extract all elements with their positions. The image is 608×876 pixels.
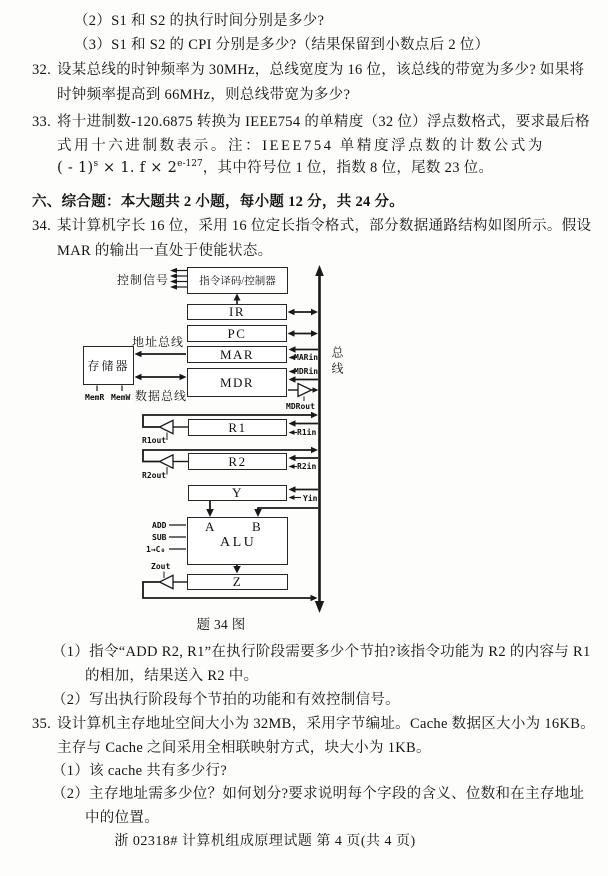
- q34-line1: 某计算机字长 16 位，采用 16 位定长指令格式，部分数据通路结构如图所示。假设: [57, 218, 592, 234]
- alu-input-a-label: A: [205, 519, 215, 534]
- q35-sub1: （1）该 cache 共有多少行?: [52, 763, 228, 779]
- q35-number: 35.: [32, 716, 52, 732]
- mdr-register-box: MDR: [187, 368, 287, 397]
- r2out-label: R2out: [142, 471, 167, 480]
- memory-box: 存储器: [83, 346, 134, 385]
- q34-number: 34.: [32, 218, 52, 234]
- memr-label: MemR: [85, 393, 105, 402]
- q35-sub2-line2: 中的位置。: [85, 810, 159, 826]
- q34-sub2: （2）写出执行阶段每个节拍的功能和有效控制信号。: [52, 692, 400, 708]
- q32-line2: 时钟频率提高到 66MHz，则总线带宽为多少?: [57, 87, 351, 103]
- ir-register-box: IR: [187, 304, 287, 320]
- control-signal-label: 控制信号: [117, 273, 170, 287]
- alu-add-label: ADD: [152, 521, 167, 530]
- data-bus-label: 数据总线: [135, 389, 188, 403]
- figure-caption: 题 34 图: [196, 617, 246, 632]
- q31-sub2: （2）S1 和 S2 的执行时间分别是多少?: [74, 13, 325, 29]
- q35-sub2-line1: （2）主存地址需多少位？如何划分?要求说明每个字段的含义、位数和在主存地址: [52, 786, 585, 802]
- r1out-label: R1out: [142, 436, 167, 445]
- z-register-box: Z: [187, 574, 288, 590]
- section6-heading: 六、综合题：本大题共 2 小题，每小题 12 分，共 24 分。: [32, 194, 405, 210]
- mdrout-label: MDRout: [286, 402, 315, 411]
- alu-input-b-label: B: [252, 519, 261, 534]
- pc-register-box: PC: [187, 325, 287, 342]
- q33-number: 33.: [32, 114, 52, 130]
- mdrin-label: MDRin: [294, 367, 319, 376]
- alu-label: ALU: [220, 535, 257, 550]
- decoder-box: 指令译码/控制器: [187, 267, 288, 294]
- q32-line1: 设某总线的时钟频率为 30MHz，总线宽度为 16 位，该总线的带宽为多少? 如果将: [57, 62, 585, 78]
- r2in-label: R2in: [297, 462, 317, 471]
- yin-label: Yin: [303, 493, 318, 503]
- main-bus-label: 总线: [330, 346, 344, 378]
- q34-line2: MAR 的输出一直处于使能状态。: [57, 243, 273, 259]
- y-register-box: Y: [188, 485, 287, 501]
- r2-register-box: R2: [188, 453, 287, 470]
- q33-line1: 将十进制数-120.6875 转换为 IEEE754 的单精度（32 位）浮点数格式，要求最后格: [57, 114, 590, 130]
- q33-formula-tail: ，其中符号位 1 位，指数 8 位，尾数 23 位。: [202, 160, 494, 176]
- alu-setcarry-label: 1→C₀: [146, 545, 166, 554]
- memw-label: MemW: [111, 393, 131, 402]
- address-bus-label: 地址总线: [132, 335, 185, 349]
- q35-line1: 设计算机主存地址空间大小为 32MB，采用字节编址。Cache 数据区大小为 16KB。: [57, 716, 596, 732]
- page-footer: 浙 02318# 计算机组成原理试题 第 4 页(共 4 页): [114, 834, 416, 849]
- q32-number: 32.: [32, 62, 52, 78]
- q31-sub3: （3）S1 和 S2 的 CPI 分别是多少?（结果保留到小数点后 2 位）: [74, 37, 490, 53]
- q35-line2: 主存与 Cache 之间采用全相联映射方式，块大小为 1KB。: [57, 740, 431, 756]
- alu-sub-label: SUB: [152, 533, 167, 542]
- r1-register-box: R1: [188, 419, 287, 436]
- ieee754-formula: ( - 1)$^s$ × 1. $f \times 2^{e-127}$: [57, 159, 203, 176]
- mar-register-box: MAR: [187, 346, 287, 363]
- marin-label: MARin: [294, 353, 319, 362]
- q34-sub1-line2: 的相加，结果送入 R2 中。: [85, 668, 259, 684]
- q34-sub1-line1: （1）指令“ADD R2, R1”在执行阶段需要多少个节拍?该指令功能为 R2 的内容与 R1: [52, 644, 591, 660]
- r1in-label: R1in: [297, 428, 317, 437]
- zout-label: Zout: [151, 562, 171, 571]
- q33-line2: 式用十六进制数表示。注：IEEE754 单精度浮点数的计数公式为: [57, 138, 545, 154]
